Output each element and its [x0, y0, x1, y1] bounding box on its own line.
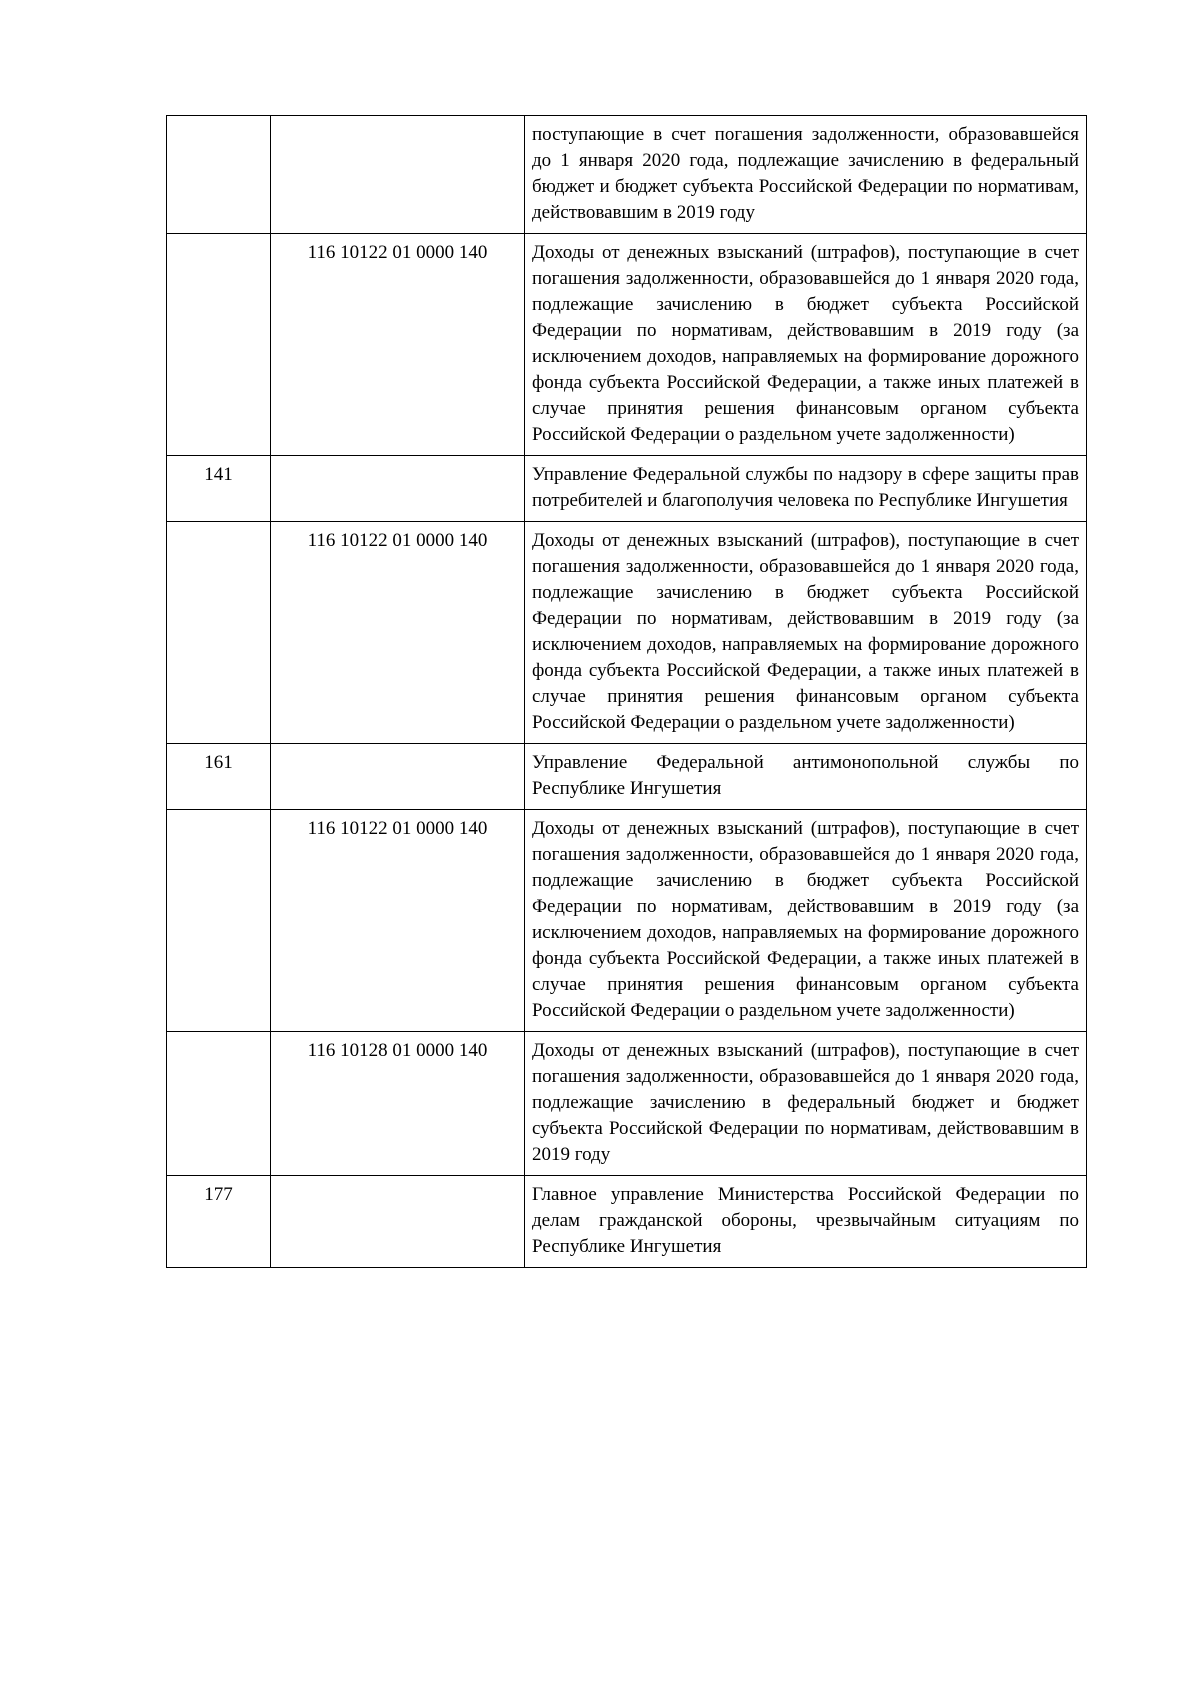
table-row — [167, 116, 1087, 234]
table-row — [167, 456, 1087, 522]
budget-code-cell: 116 10128 01 0000 140 — [271, 1032, 525, 1176]
budget-code-cell — [271, 744, 525, 810]
budget-code-cell — [271, 456, 525, 522]
table-row — [167, 1176, 1087, 1268]
admin-code-cell: 161 — [167, 744, 271, 810]
budget-code-cell: 116 10122 01 0000 140 — [271, 234, 525, 456]
description-cell: Доходы от денежных взысканий (штрафов), поступающие в счет погашения задолженности, образовавшейся до 1 января 2020 года, подлежащие зачислению в бюджет субъекта Российской Федерации по нормативам, действовавшим в 2019 году (за исключением доходов, направляемых на формирование дорожного фонда субъекта Российской Федерации, а также иных платежей в случае принятия решения финансовым органом субъекта Российской Федерации о раздельном учете задолженности) — [525, 810, 1087, 1032]
table-row — [167, 522, 1087, 744]
table-row — [167, 810, 1087, 1032]
budget-code-cell — [271, 116, 525, 234]
revenue-codes-table — [166, 115, 1087, 1268]
budget-code-cell — [271, 1176, 525, 1268]
description-cell: поступающие в счет погашения задолженности, образовавшейся до 1 января 2020 года, подлежащие зачислению в федеральный бюджет и бюджет субъекта Российской Федерации по нормативам, действовавшим в 2019 году — [525, 116, 1087, 234]
admin-code-cell — [167, 116, 271, 234]
admin-code-cell — [167, 522, 271, 744]
table-row — [167, 234, 1087, 456]
admin-code-cell: 141 — [167, 456, 271, 522]
description-cell: Доходы от денежных взысканий (штрафов), поступающие в счет погашения задолженности, образовавшейся до 1 января 2020 года, подлежащие зачислению в федеральный бюджет и бюджет субъекта Российской Федерации по нормативам, действовавшим в 2019 году — [525, 1032, 1087, 1176]
description-cell: Главное управление Министерства Российской Федерации по делам гражданской обороны, чрезвычайным ситуациям по Республике Ингушетия — [525, 1176, 1087, 1268]
table-row — [167, 1032, 1087, 1176]
admin-code-cell — [167, 1032, 271, 1176]
table-row — [167, 744, 1087, 810]
description-cell: Доходы от денежных взысканий (штрафов), поступающие в счет погашения задолженности, образовавшейся до 1 января 2020 года, подлежащие зачислению в бюджет субъекта Российской Федерации по нормативам, действовавшим в 2019 году (за исключением доходов, направляемых на формирование дорожного фонда субъекта Российской Федерации, а также иных платежей в случае принятия решения финансовым органом субъекта Российской Федерации о раздельном учете задолженности) — [525, 234, 1087, 456]
budget-code-cell: 116 10122 01 0000 140 — [271, 522, 525, 744]
description-cell: Управление Федеральной службы по надзору в сфере защиты прав потребителей и благополучия человека по Республике Ингушетия — [525, 456, 1087, 522]
admin-code-cell — [167, 810, 271, 1032]
admin-code-cell — [167, 234, 271, 456]
description-cell: Доходы от денежных взысканий (штрафов), поступающие в счет погашения задолженности, образовавшейся до 1 января 2020 года, подлежащие зачислению в бюджет субъекта Российской Федерации по нормативам, действовавшим в 2019 году (за исключением доходов, направляемых на формирование дорожного фонда субъекта Российской Федерации, а также иных платежей в случае принятия решения финансовым органом субъекта Российской Федерации о раздельном учете задолженности) — [525, 522, 1087, 744]
budget-code-cell: 116 10122 01 0000 140 — [271, 810, 525, 1032]
description-cell: Управление Федеральной антимонопольной службы по Республике Ингушетия — [525, 744, 1087, 810]
admin-code-cell: 177 — [167, 1176, 271, 1268]
